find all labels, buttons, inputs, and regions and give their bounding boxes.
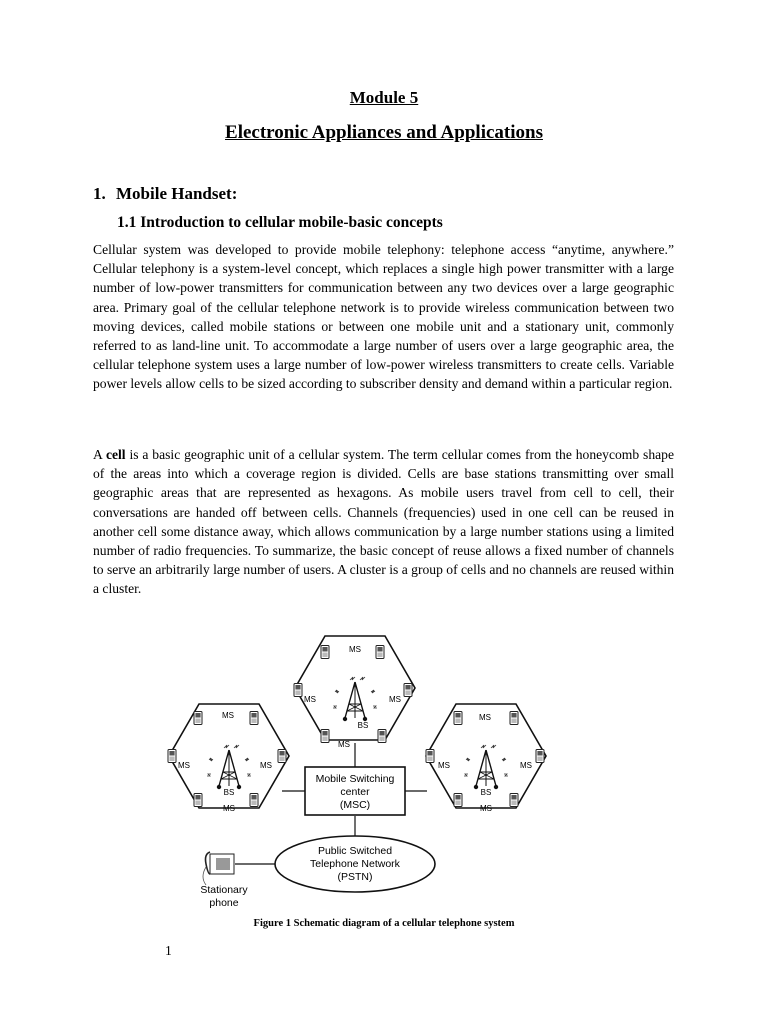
cell-left (168, 704, 289, 813)
mobile-station-icon (168, 750, 176, 763)
cell-top (294, 636, 415, 749)
base-station-tower (207, 745, 251, 789)
base-station-tower (464, 745, 508, 789)
mobile-station-icon (404, 684, 412, 697)
msc-label-line2: center (340, 786, 370, 798)
bs-label: BS (357, 721, 369, 730)
mobile-station-icon (536, 750, 544, 763)
ms-label: MS (260, 761, 272, 770)
mobile-station-icon (278, 750, 286, 763)
msc-label-line1: Mobile Switching (315, 773, 395, 785)
pstn-label-line2: Telephone Network (310, 858, 400, 870)
mobile-station-icon (376, 646, 384, 659)
cell-term: cell (105, 447, 126, 462)
mobile-station-icon (426, 750, 434, 763)
mobile-station-icon (250, 712, 258, 725)
stationary-label-line2: phone (209, 897, 239, 909)
figure-caption: Figure 1 Schematic diagram of a cellular telephone system (253, 918, 515, 929)
section-title: Mobile Handset: (116, 184, 238, 203)
ms-label: MS (480, 804, 492, 813)
ms-label: MS (349, 645, 361, 654)
ms-label: MS (479, 713, 491, 722)
mobile-station-icon (510, 794, 518, 807)
ms-label: MS (304, 695, 316, 704)
mobile-station-icon (454, 794, 462, 807)
mobile-station-icon (194, 794, 202, 807)
ms-label: MS (438, 761, 450, 770)
mobile-station-icon (378, 730, 386, 743)
cellular-system-diagram (150, 632, 560, 912)
bs-label: BS (480, 788, 492, 797)
pstn-label-line1: Public Switched (317, 845, 393, 857)
ms-label: MS (223, 804, 235, 813)
intro-paragraph: Cellular system was developed to provide mobile telephony: telephone access “anytime, anywhere.” Cellular telephony is a system-level concept, which replaces a single high power transmitter with a large number of low-power transmitters for communication between any two devices over a large geographic area. Primary goal of the cellular telephone network is to provide wireless communication between two moving devices, called mobile stations or between one mobile unit and a stationary unit, commonly referred to as land-line unit. To accommodate a large number of users over a large geographic area, the cellular telephone system uses a large number of low-power wireless transmitters to create cells. Variable power levels allow cells to be sized according to subscriber density and demand within a particular region. (93, 242, 674, 392)
ms-label: MS (389, 695, 401, 704)
msc-box (305, 767, 405, 815)
subsection-heading: 1.1 Introduction to cellular mobile-basic concepts (117, 214, 443, 231)
ms-label: MS (520, 761, 532, 770)
cell-paragraph (93, 445, 674, 599)
cell-paragraph-lead: A (93, 447, 106, 462)
document-title: Electronic Appliances and Applications (225, 122, 543, 143)
mobile-station-icon (321, 730, 329, 743)
mobile-station-icon (294, 684, 302, 697)
mobile-station-icon (194, 712, 202, 725)
mobile-station-icon (510, 712, 518, 725)
stationary-phone (200, 852, 248, 909)
ms-label: MS (338, 740, 350, 749)
desk-phone-icon (203, 852, 234, 885)
section-heading (93, 184, 237, 204)
bs-label: BS (223, 788, 235, 797)
cell-right (426, 704, 546, 813)
cellular-system-figure (150, 632, 560, 912)
msc-label-line3: (MSC) (339, 799, 371, 811)
mobile-station-icon (321, 646, 329, 659)
pstn-label-line3: (PSTN) (337, 871, 373, 883)
mobile-station-icon (250, 794, 258, 807)
page-number: 1 (165, 943, 172, 958)
ms-label: MS (222, 711, 234, 720)
mobile-station-icon (454, 712, 462, 725)
module-title: Module 5 (349, 88, 419, 107)
stationary-label-line1: Stationary (200, 884, 248, 896)
cell-paragraph-rest: is a basic geographic unit of a cellular system. The term cellular comes from the honeycomb shape of the areas into which a coverage region is divided. Cells are base stations transmitting over small geographic areas that are represented as hexagons. As mobile users travel from cell to cell, their conversations are handed off between cells. Channels (frequencies) used in one cell can be reused in another cell some distance away, which allows communication by a large number stations using a limited number of radio frequencies. To summarize, the basic concept of reuse allows a fixed number of channels to serve an arbitrarily large number of users. A cluster is a group of cells and no channels are reused within a cluster. (93, 447, 674, 597)
base-station-tower (333, 677, 377, 721)
ms-label: MS (178, 761, 190, 770)
section-number: 1. (93, 184, 106, 203)
pstn-ellipse (275, 836, 435, 892)
